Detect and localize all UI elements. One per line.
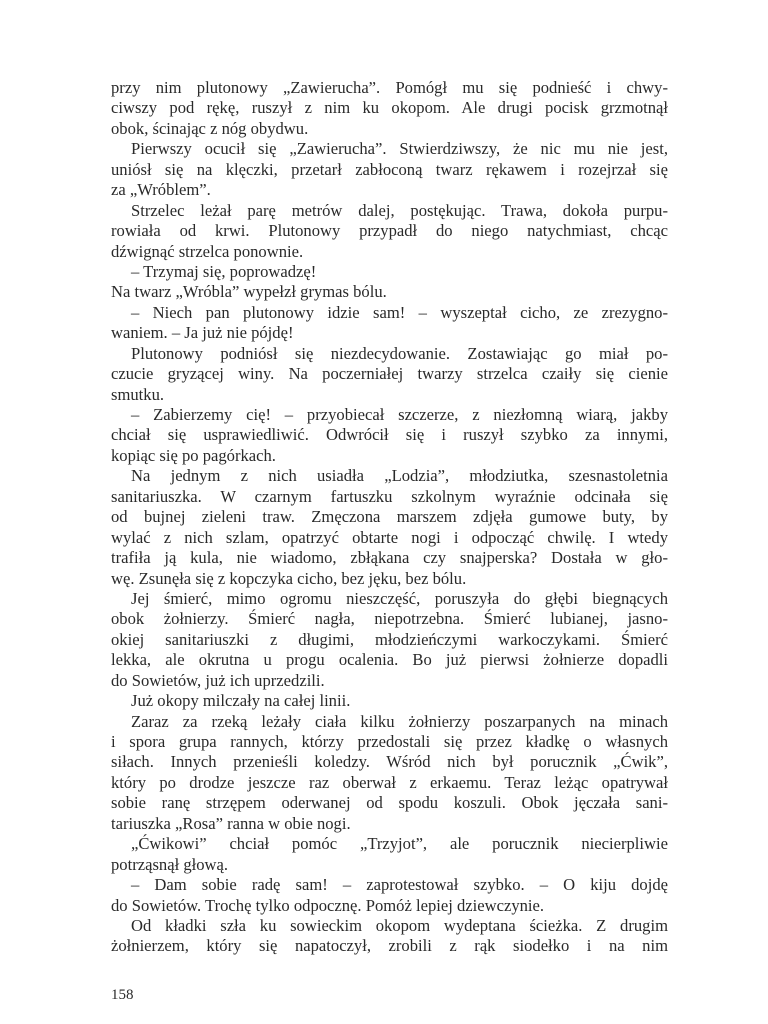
text-line: chciał się usprawiedliwić. Odwrócił się i ruszył szybko za innymi, <box>111 425 668 445</box>
text-line: od bujnej zieleni traw. Zmęczona marszem zdjęła gumowe buty, by <box>111 507 668 527</box>
text-line: za „Wróblem”. <box>111 180 211 200</box>
text-line: sanitariuszka. W czarnym fartuszku szkolnym wyraźnie odcinała się <box>111 486 668 506</box>
text-line: siłach. Innych przenieśli koledzy. Wśród nich był porucznik „Ćwik”, <box>111 752 668 772</box>
text-line: Już okopy milczały na całej linii. <box>131 691 351 711</box>
text-line: – Niech pan plutonowy idzie sam! – wyszeptał cicho, ze zrezygno- <box>131 302 668 322</box>
text-line: potrząsnął głową. <box>111 854 229 874</box>
text-line: uniósł się na klęczki, przetarł zabłoconą twarz rękawem i rozejrzał się <box>111 159 668 179</box>
text-line: sobie ranę strzępem oderwanej od spodu koszuli. Obok jęczała sani- <box>111 793 668 813</box>
text-line: – Zabierzemy cię! – przyobiecał szczerze, z niezłomną wiarą, jakby <box>131 405 668 424</box>
text-line: waniem. – Ja już nie pójdę! <box>111 323 294 343</box>
text-line: i spora grupa rannych, którzy przedostali się przez kładkę o własnych <box>111 732 668 751</box>
text-line: kopiąc się po pagórkach. <box>111 445 276 465</box>
text-line: do Sowietów. Trochę tylko odpocznę. Pomóż lepiej dziewczynie. <box>111 895 545 915</box>
text-line: Od kładki szła ku sowieckim okopom wydeptana ścieżka. Z drugim <box>131 915 668 935</box>
text-line: smutku. <box>111 384 165 404</box>
page-number: 158 <box>111 987 134 1003</box>
text-line: obok żołnierzy. Śmierć nagła, niepotrzebna. Śmierć lubianej, jasno- <box>111 609 668 629</box>
text-line: rowiała od krwi. Plutonowy przypadł do niego natychmiast, chcąc <box>111 221 668 241</box>
text-line: ciwszy pod rękę, ruszył z nim ku okopom. Ale drugi pocisk grzmotnął <box>111 98 668 118</box>
text-line: wę. Zsunęła się z kopczyka cicho, bez jęku, bez bólu. <box>111 568 467 588</box>
text-line: żołnierzem, który się napatoczył, zrobili z rąk siodełko i na nim <box>111 936 668 956</box>
text-line: obok, ścinając z nóg obydwu. <box>111 118 309 138</box>
text-line: Pierwszy ocucił się „Zawierucha”. Stwierdziwszy, że nic mu nie jest, <box>131 139 668 159</box>
text-line: do Sowietów, już ich uprzedzili. <box>111 670 325 690</box>
text-line: tariuszka „Rosa” ranna w obie nogi. <box>111 813 351 833</box>
text-line: Plutonowy podniósł się niezdecydowanie. Zostawiając go miał po- <box>131 343 668 363</box>
text-line: Strzelec leżał parę metrów dalej, postękując. Trawa, dokoła purpu- <box>131 200 668 220</box>
text-line: czucie gryzącej winy. Na poczerniałej twarzy strzelca czaiły się cienie <box>111 364 668 384</box>
text-line: Jej śmierć, mimo ogromu nieszczęść, poruszyła do głębi biegnących <box>131 588 668 608</box>
text-line: – Dam sobie radę sam! – zaprotestował szybko. – O kiju dojdę <box>131 875 668 895</box>
text-line: „Ćwikowi” chciał pomóc „Trzyjot”, ale porucznik niecierpliwie <box>131 834 668 854</box>
text-line: przy nim plutonowy „Zawierucha”. Pomógł mu się podnieść i chwy- <box>111 78 668 97</box>
text-line: który po drodze jeszcze raz oberwał z erkaemu. Teraz leżąc opatrywał <box>111 772 668 792</box>
text-line: wylać z nich szlam, opatrzyć obtarte nogi i odpocząć chwilę. I wtedy <box>111 527 668 547</box>
text-line: lekka, ale okrutna u progu ocalenia. Bo już pierwsi żołnierze dopadli <box>111 650 668 670</box>
text-line: – Trzymaj się, poprowadzę! <box>131 261 317 281</box>
text-line: dźwignąć strzelca ponownie. <box>111 241 304 261</box>
text-line: okiej sanitariuszki z długimi, młodzieńczymi warkoczykami. Śmierć <box>111 629 668 649</box>
body-text <box>111 78 668 957</box>
text-line: Zaraz za rzeką leżały ciała kilku żołnierzy poszarpanych na minach <box>131 711 668 731</box>
text-line: Na jednym z nich usiadła „Lodzia”, młodziutka, szesnastoletnia <box>131 466 668 486</box>
text-line: trafiła ją kula, nie wiadomo, zbłąkana czy snajperska? Dostała w gło- <box>111 548 668 568</box>
text-line: Na twarz „Wróbla” wypełzł grymas bólu. <box>111 282 387 302</box>
